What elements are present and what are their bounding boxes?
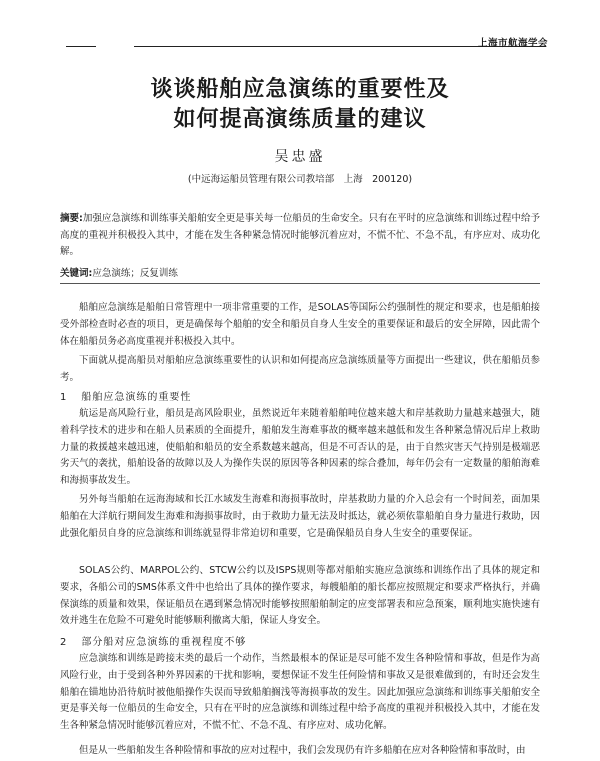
abstract-text: 加强应急演练和训练事关船舶安全更是事关每一位船员的生命安全。只有在平时的应急演练和训练过程中给予高度的重视并积极投入其中，才能在发生各种紧急情况时能够沉着应对，不慌不忙、不急不乱，有序应对、成功化解。 [60,213,540,257]
section-title: 部分船对应急演练的重视程度不够 [81,637,247,648]
abstract [60,211,540,261]
body-paragraph-3: 航运是高风险行业，船员是高风险职业，虽然说近年来随着船舶吨位越来越大和岸基救助力量越来越强大，随着科学技术的进步和在船人员素质的全面提升，船舶发生海难事故的概率越来越低和发生各种紧急情况后岸上救助力量的救援越来越迅速，使船舶和船员的安全系数越来越高，但是不可否认的是，由于自然灾害天气持别是极端恶劣天气的袭扰，船舶设备的故障以及人为操作失误的原因等各种因素的综合叠加，每年仍会有一定数量的船舶海难和海损事故发生。 [60,408,540,487]
divider [60,283,540,284]
section-title: 船舶应急演练的重要性 [81,392,192,403]
header-rule-gap [96,42,134,50]
section-heading-1 [60,388,540,403]
abstract-label: 摘要: [60,213,83,224]
article-title-line-2: 如何提高演练质量的建议 [173,107,427,132]
section-heading-2 [60,633,540,648]
author: 吴忠盛 [274,149,326,165]
body-paragraph-6: 应急演练和训练是跨接末类的最后一个动作，当然最根本的保证是尽可能不发生各种险情和事故，但是作为高风险行业，由于受到各种外界因素的干扰和影响，要想保证不发生任何险情和事故又是很难做到的，有时还会发生船舶在锚地协沿待航时被他船操作失误而导致船舶搁浅等海损事故的发生。因此加强应急演练和训练事关船舶安全更是事关每一位船员的生命安全，只有在平时的应急演练和训练过程中给予高度的重视并积极投入其中，才能在发生各种紧急情况时能够沉着应对，不慌不忙、不急不乱、有序应对、成功化解。 [60,653,540,732]
body-paragraph-2: 下面就从提高船员对船舶应急演练重要性的认识和如何提高应急演练质量等方面提出一些建议，供在船船员参考。 [60,355,540,383]
header-rule [66,46,546,47]
body-paragraph-4: 另外每当船舶在远海海域和长江水域发生海难和海损事故时，岸基救助力量的介入总会有一个时间差，面加果船舶在大洋航行期间发生海难和海损事故时，由于救助力量无法及时抵达，就必须依靠船舶自身力量进行救助，因此强化船员自身的应急演练和训练就显得非常迫切和重要，它是确保船员自身人生安全的重要保证。 [60,494,540,539]
section-number: 2 [60,637,68,648]
affiliation: (中远海运船员管理有限公司教培部 上海 200120) [187,174,413,185]
journal-name: 上海市航海学会 [477,38,548,49]
keywords-text: 应急演练；反复训练 [92,268,178,279]
body-paragraph-1: 船舶应急演练是船舶日常管理中一项非常重要的工作，是SOLAS等国际公约强制性的规定和要求，也是船舶接受外部检查时必查的项目，更是确保每个船舶的安全和船员自身人生安全的重要保证和最后的安全屏障，因此需个体在船船员务必高度重视并积极投入其中。 [60,302,540,347]
keywords-label: 关键词: [60,268,93,279]
keywords [60,265,540,279]
body-paragraph-5: SOLAS公约、MARPOL公约、STCW公约以及ISPS规则等都对船舶实施应急演练和训练作出了具体的规定和要求，各船公司的SMS体系文件中也给出了具体的操作要求，每艘船舶的船长都应按照规定和要求严格执行，并确保演练的质量和效果，保证船员在遇到紧急情况时能够按照船舶制定的应变部署表和应急预案，顺利地实施快速有效并逃生在危险不可避免时能够顺利撤离大船，保证人身安全。 [60,565,540,627]
body-paragraph-7: 但是从一些船舶发生各种险情和事故的应对过程中，我们会发现仍有许多船舶在应对各种险情和事故时，由 [79,745,526,756]
article-title-line-1: 谈谈船舶应急演练的重要性及 [150,77,450,102]
section-number: 1 [60,392,68,403]
